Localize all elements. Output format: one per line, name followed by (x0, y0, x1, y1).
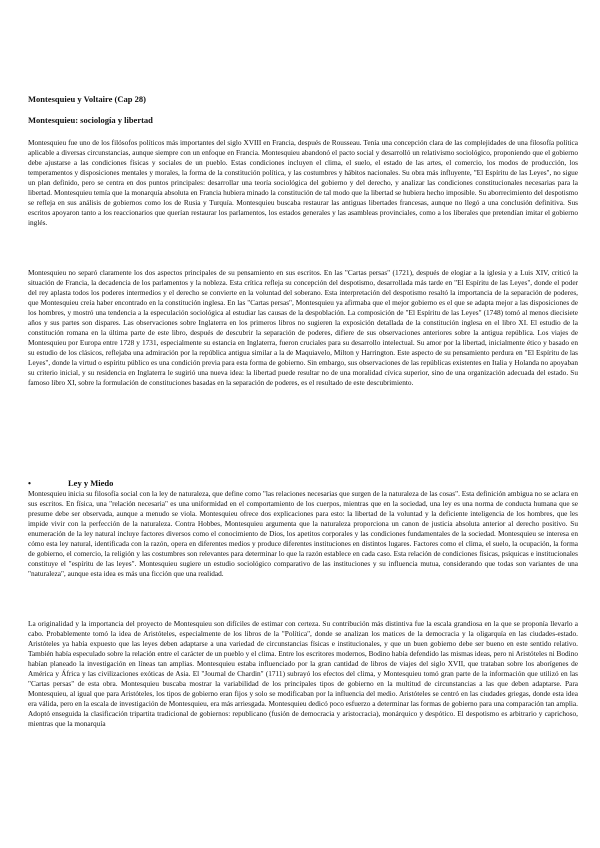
section-title: Ley y Miedo (68, 478, 114, 488)
document-title: Montesquieu y Voltaire (Cap 28) (28, 94, 146, 104)
section-heading (28, 478, 113, 488)
paragraph-originalidad: La originalidad y la importancia del proyecto de Montesquieu son difíciles de estimar con certeza. Su contribución más distintiva fue la escala grandiosa en la que se proponía llevarlo a cabo. Probablemente tomó la idea de Aristóteles, especialmente de los libros de la "Política", donde se analizan los matices de la democracia y la oligarquía en las ciudades-estado. Aristóteles ya había expuesto que las leyes deben adaptarse a una variedad de circunstancias físicas e institucionales, y que un buen gobierno debe ser bueno en este sentido relativo. También había especulado sobre la relación entre el carácter de un pueblo y el clima. Entre los escritores modernos, Bodino había defendido las mismas ideas, pero ni Aristóteles ni Bodino habían planeado la investigación en líneas tan amplias. Montesquieu estaba influenciado por la gran cantidad de libros de viajes del siglo XVII, que trataban sobre los aborígenes de América y África y las civilizaciones exóticas de Asia. El "Journal de Chardin" (1711) subrayó los efectos del clima, y Montesquieu tomó gran parte de la información que utilizó en las "Cartas persas" de esta obra. Montesquieu buscaba mostrar la variabilidad de los principales tipos de gobierno en la multitud de circunstancias a las que deben adaptarse. Para Montesquieu, al igual que para Aristóteles, los tipos de gobierno eran fijos y solo se modificaban por la influencia del medio. Aristóteles se centró en las ciudades griegas, donde esta idea era válida, pero en la escala de investigación de Montesquieu, era más arriesgada. Montesquieu dedicó poco esfuerzo a determinar las formas de gobierno para una comparación tan amplia. Adoptó enseguida la clasificación tripartita tradicional de gobiernos: republicano (fusión de democracia y aristocracia), monárquico y despótico. El despotismo es arbitrario y caprichoso, mientras que la monarquía (28, 619, 578, 728)
paragraph-intro: Montesquieu fue uno de los filósofos políticos más importantes del siglo XVIII en Francia, después de Rousseau. Tenía una concepción clara de las complejidades de una filosofía política aplicable a diversas circunstancias, aunque siempre con un enfoque en Francia. Montesquieu abandonó el pacto social y desarrolló un relativismo sociológico, proponiendo que el gobierno debe ajustarse a las condiciones físicas y sociales de un pueblo. Estas condiciones incluyen el clima, el suelo, el estado de las artes, el comercio, los modos de producción, los temperamentos y disposiciones mentales y morales, la forma de la constitución política, y las costumbres y hábitos nacionales. Su obra más influyente, "El Espíritu de las Leyes", no sigue un plan definido, pero se centra en dos puntos principales: desarrollar una teoría sociológica del gobierno y del derecho, y analizar las condiciones constitucionales necesarias para la libertad. Montesquieu temía que la monarquía absoluta en Francia hubiera minado la constitución de tal modo que la libertad se hubiera hecho imposible. Su aborrecimiento del despotismo se refleja en sus análisis de gobiernos como los de Rusia y Turquía. Montesquieu buscaba restaurar las antiguas libertades francesas, aunque no llegó a una conclusión definitiva. Sus escritos apoyaron tanto a los reaccionarios que querían restaurar los parlamentos, los estados generales y las asambleas provinciales, como a los liberales que pretendían imitar el gobierno inglés. (28, 138, 578, 227)
document-subtitle: Montesquieu: sociología y libertad (28, 115, 153, 125)
paragraph-ley-natural: Montesquieu inicia su filosofía social con la ley de naturaleza, que define como "las relaciones necesarias que surgen de la naturaleza de las cosas". Esta definición ambigua no se aclara en sus escritos. En física, una "relación necesaria" es una uniformidad en el comportamiento de los cuerpos, mientras que en la sociedad, una ley es una norma de conducta humana que se presume debe ser observada, aunque a menudo se viola. Montesquieu ofrece dos explicaciones para esto: la libertad de la voluntad y la deficiente inteligencia de los hombres, que les impide vivir con la perfección de la naturaleza. Contra Hobbes, Montesquieu argumenta que la naturaleza proporciona un canon de justicia absoluta anterior al derecho positivo. Su enumeración de la ley natural incluye factores diversos como el conocimiento de Dios, los apetitos corporales y las condiciones fundamentales de la sociedad. Montesquieu se interesa en cómo esta ley natural, identificada con la razón, opera en diferentes medios y produce diferentes instituciones en distintos lugares. Factores como el clima, el suelo, la ocupación, la forma de gobierno, el comercio, la religión y las costumbres son relevantes para determinar lo que la razón establece en cada caso. Esta relación de condiciones físicas, psíquicas e institucionales constituye el "espíritu de las leyes". Montesquieu sugiere un estudio sociológico comparativo de las instituciones y su influencia mutua, considerando que todas son variantes de una "naturaleza", aunque esta idea es más una ficción que una realidad. (28, 489, 578, 578)
paragraph-cartas-persas: Montesquieu no separó claramente los dos aspectos principales de su pensamiento en sus escritos. En las "Cartas persas" (1721), después de elogiar a la iglesia y a Luis XIV, criticó la situación de Francia, la decadencia de los parlamentos y la nobleza. Esta crítica refleja su concepción del despotismo, desarrollada más tarde en "El Espíritu de las Leyes", donde el poder del rey aplasta todos los poderes intermedios y el derecho se convierte en la voluntad del soberano. Esta interpretación del despotismo resaltó la importancia de la separación de poderes, que Montesquieu creía haber encontrado en la constitución inglesa. En las "Cartas persas", Montesquieu ya afirmaba que el mejor gobierno es el que se adapta mejor a las disposiciones de los hombres, y mostró una tendencia a la especulación sociológica al estudiar las causas de la despoblación. La composición de "El Espíritu de las Leyes" (1748) tomó al menos diecisiete años y sus partes son dispares. Las observaciones sobre Inglaterra en los primeros libros no sugieren la exposición detallada de la constitución inglesa en el libro XI. El estudio de la constitución romana en la última parte de este libro, después de descubrir la separación de poderes, difiere de sus observaciones anteriores sobre la antigua república. Los viajes de Montesquieu por Europa entre 1728 y 1731, especialmente su estancia en Inglaterra, fueron cruciales para su desarrollo intelectual. Su amor por la libertad, inicialmente ético y basado en su estudio de los clásicos, reflejaba una admiración por la república antigua similar a la de Maquiavelo, Milton y Harrington. Este aspecto de su pensamiento perdura en "El Espíritu de las Leyes", donde la virtud o espíritu público es una condición previa para esta forma de gobierno. Sin embargo, sus observaciones de las repúblicas existentes en Italia y Holanda no apoyaban su criterio inicial, y su residencia en Inglaterra le sugirió una nueva idea: la libertad puede resultar no de una moralidad cívica superior, sino de una organización adecuada del estado. Su famoso libro XI, sobre la formulación de constituciones basadas en la separación de poderes, es el resultado de este descubrimiento. (28, 268, 578, 387)
bullet-icon: • (28, 478, 31, 488)
